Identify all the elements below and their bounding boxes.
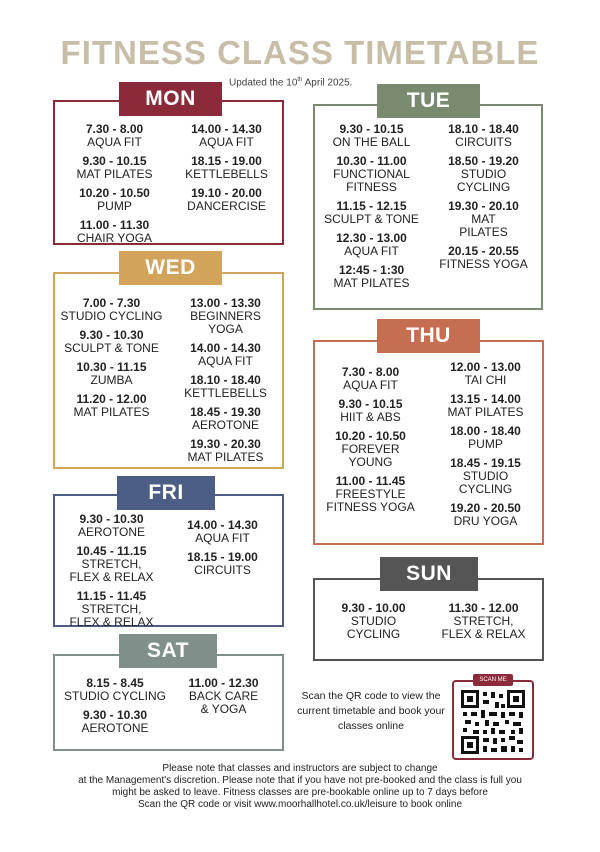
class-name: SCULPT & TONE — [324, 212, 419, 226]
mon-col-left — [63, 123, 166, 251]
class-name: AQUA FIT — [87, 135, 142, 149]
class-name: FREESTYLE FITNESS YOGA — [326, 487, 415, 514]
mon-col-right — [175, 123, 278, 219]
sun-col-right — [432, 602, 535, 647]
day-tag-tue: TUE — [377, 84, 480, 118]
class-entry — [319, 475, 422, 514]
class-name: FOREVER YOUNG — [341, 442, 400, 469]
class-time: 11.30 - 12.00 — [448, 601, 519, 615]
class-time: 9.30 - 10.00 — [341, 601, 406, 615]
class-entry — [60, 329, 163, 355]
class-entry — [434, 425, 537, 451]
class-time: 14.00 - 14.30 — [191, 122, 262, 136]
class-time: 9.30 - 10.30 — [82, 708, 148, 722]
fri-col-left — [60, 513, 163, 635]
class-time: 11.00 - 11.45 — [335, 474, 406, 488]
class-name: AQUA FIT — [344, 244, 399, 258]
class-time: 7.30 - 8.00 — [85, 122, 144, 136]
day-tag-fri: FRI — [117, 476, 215, 510]
class-entry — [322, 602, 425, 641]
class-time: 19.30 - 20.30 — [190, 437, 261, 451]
class-name: STUDIO CYCLING — [456, 167, 511, 194]
class-entry — [175, 187, 278, 213]
class-time: 7.30 - 8.00 — [341, 365, 400, 379]
class-name: STUDIO CYCLING — [60, 309, 163, 323]
class-time: 9.30 - 10.15 — [338, 397, 403, 411]
class-name: DANCERCISE — [187, 199, 266, 213]
class-entry — [320, 123, 423, 149]
class-name: AQUA FIT — [199, 135, 254, 149]
class-time: 18.15 - 19.00 — [187, 550, 258, 564]
class-entry — [60, 709, 170, 735]
class-name: AQUA FIT — [195, 531, 250, 545]
class-name: HIIT & ABS — [340, 410, 401, 424]
class-time: 12:45 - 1:30 — [338, 263, 405, 277]
class-time: 8.15 - 8.45 — [86, 676, 144, 690]
class-time: 10.20 - 10.50 — [335, 429, 406, 443]
class-entry — [174, 374, 277, 400]
class-time: 20.15 - 20.55 — [448, 244, 519, 258]
page-title: FITNESS CLASS TIMETABLE — [60, 34, 540, 71]
class-name: STRETCH, FLEX & RELAX — [69, 602, 154, 629]
class-entry — [60, 513, 163, 539]
class-name: DRU YOGA — [453, 514, 518, 528]
class-name: MAT PILATES — [447, 405, 524, 419]
tue-col-right — [432, 123, 535, 277]
class-name: STRETCH, FLEX & RELAX — [69, 557, 154, 584]
class-entry — [63, 155, 166, 181]
class-time: 18.45 - 19.30 — [190, 405, 261, 419]
class-time: 9.30 - 10.15 — [82, 154, 147, 168]
class-name: CIRCUITS — [194, 563, 251, 577]
class-name: FUNCTIONAL FITNESS — [333, 167, 410, 194]
class-name: STUDIO CYCLING — [346, 614, 401, 641]
class-entry — [63, 219, 166, 245]
class-name: ON THE BALL — [332, 135, 411, 149]
class-entry — [432, 245, 535, 271]
class-name: MAT PILATES — [459, 212, 508, 239]
class-entry — [434, 393, 537, 419]
class-entry — [171, 519, 274, 545]
qr-instructions: Scan the QR code to view the current timetable and book your classes online — [297, 690, 445, 732]
class-time: 18.50 - 19.20 — [448, 154, 519, 168]
class-time: 12.30 - 13.00 — [336, 231, 407, 245]
class-entry — [60, 545, 163, 584]
class-time: 11.15 - 12.15 — [336, 199, 407, 213]
footer-line-3: might be asked to leave. Fitness classes are pre-bookable online up to 7 days before — [112, 787, 488, 798]
class-time: 19.10 - 20.00 — [191, 186, 262, 200]
day-tag-thu: THU — [377, 319, 480, 353]
class-name: MAT PILATES — [187, 450, 264, 464]
class-name: SCULPT & TONE — [64, 341, 159, 355]
class-entry — [434, 457, 537, 496]
class-time: 10.20 - 10.50 — [79, 186, 150, 200]
class-entry — [432, 123, 535, 149]
sat-col-left — [60, 677, 170, 741]
wed-col-left — [60, 297, 163, 425]
class-name: BACK CARE & YOGA — [188, 689, 259, 716]
class-entry — [175, 155, 278, 181]
wed-col-right — [174, 297, 277, 470]
fri-col-right — [171, 519, 274, 583]
class-name: CHAIR YOGA — [76, 231, 153, 245]
day-tag-sat: SAT — [119, 634, 217, 668]
class-entry — [174, 297, 277, 336]
class-entry — [175, 123, 278, 149]
footer-line-2: at the Management's discretion. Please note that if you have not pre-booked and the class is full you — [78, 775, 522, 786]
class-entry — [172, 677, 275, 716]
day-tag-sun: SUN — [380, 557, 478, 591]
class-time: 10.30 - 11.00 — [336, 154, 407, 168]
class-time: 19.30 - 20.10 — [448, 199, 519, 213]
class-time: 19.20 - 20.50 — [450, 501, 521, 515]
class-entry — [60, 677, 170, 703]
class-entry — [319, 366, 422, 392]
class-entry — [432, 200, 535, 239]
class-entry — [434, 502, 537, 528]
class-entry — [320, 155, 423, 194]
class-entry — [60, 361, 163, 387]
class-time: 18.45 - 19.15 — [450, 456, 521, 470]
class-time: 11.00 - 12.30 — [188, 676, 259, 690]
class-entry — [171, 551, 274, 577]
class-name: AEROTONE — [77, 525, 146, 539]
class-name: KETTLEBELLS — [185, 167, 268, 181]
footer-booking-link[interactable]: Scan the QR code or visit www.moorhallhotel.co.uk/leisure to book online — [137, 799, 463, 810]
class-time: 12.00 - 13.00 — [450, 360, 521, 374]
day-tag-wed: WED — [119, 251, 222, 285]
class-entry — [174, 406, 277, 432]
class-time: 14.00 - 14.30 — [190, 341, 261, 355]
day-tag-mon: MON — [119, 82, 222, 116]
class-time: 13.00 - 13.30 — [190, 296, 261, 310]
class-entry — [320, 232, 423, 258]
class-entry — [434, 361, 537, 387]
class-time: 7.00 - 7.30 — [82, 296, 141, 310]
class-name: STRETCH, FLEX & RELAX — [441, 614, 526, 641]
class-time: 11.00 - 11.30 — [79, 218, 150, 232]
class-time: 11.15 - 11.45 — [76, 589, 147, 603]
qr-code[interactable] — [452, 677, 534, 760]
class-entry — [174, 342, 277, 368]
class-name: AEROTONE — [81, 721, 149, 735]
thu-col-right — [434, 361, 537, 534]
updated-date: Updated the 10th April 2025. — [229, 77, 353, 89]
class-entry — [60, 297, 163, 323]
class-name: ZUMBA — [90, 373, 133, 387]
class-name: CIRCUITS — [455, 135, 512, 149]
class-entry — [63, 123, 166, 149]
class-time: 14.00 - 14.30 — [187, 518, 258, 532]
class-name: MAT PILATES — [73, 405, 150, 419]
class-entry — [60, 590, 163, 629]
class-time: 11.20 - 12.00 — [76, 392, 147, 406]
qr-code-icon — [461, 690, 525, 754]
class-entry — [320, 264, 423, 290]
footer-line-1: Please note that classes and instructors are subject to change — [162, 763, 438, 774]
class-entry — [432, 155, 535, 194]
class-time: 10.45 - 11.15 — [76, 544, 147, 558]
class-time: 18.00 - 18.40 — [450, 424, 521, 438]
class-time: 18.15 - 19.00 — [191, 154, 262, 168]
class-name: AEROTONE — [191, 418, 260, 432]
class-entry — [432, 602, 535, 641]
class-time: 18.10 - 18.40 — [190, 373, 261, 387]
sat-col-right — [172, 677, 275, 722]
class-entry — [63, 187, 166, 213]
class-name: MAT PILATES — [76, 167, 153, 181]
class-name: KETTLEBELLS — [184, 386, 267, 400]
class-name: BEGINNERS YOGA — [190, 309, 261, 336]
tue-col-left — [320, 123, 423, 296]
class-time: 13.15 - 14.00 — [450, 392, 521, 406]
class-time: 9.30 - 10.15 — [339, 122, 404, 136]
class-name: AQUA FIT — [198, 354, 253, 368]
scan-me-label: SCAN ME — [473, 674, 513, 686]
class-time: 9.30 - 10.30 — [79, 328, 144, 342]
class-time: 9.30 - 10.30 — [79, 512, 144, 526]
class-entry — [60, 393, 163, 419]
class-name: PUMP — [97, 199, 132, 213]
class-entry — [320, 200, 423, 226]
class-name: FITNESS YOGA — [439, 257, 528, 271]
class-name: STUDIO CYCLING — [63, 689, 166, 703]
class-entry — [319, 430, 422, 469]
class-time: 10.30 - 11.15 — [76, 360, 147, 374]
class-name: MAT PILATES — [333, 276, 410, 290]
class-entry — [319, 398, 422, 424]
class-name: PUMP — [468, 437, 503, 451]
class-name: TAI CHI — [464, 373, 507, 387]
class-entry — [174, 438, 277, 464]
class-name: STUDIO CYCLING — [458, 469, 513, 496]
sun-col-left — [322, 602, 425, 647]
class-name: AQUA FIT — [343, 378, 398, 392]
class-time: 18.10 - 18.40 — [448, 122, 519, 136]
thu-col-left — [319, 366, 422, 520]
